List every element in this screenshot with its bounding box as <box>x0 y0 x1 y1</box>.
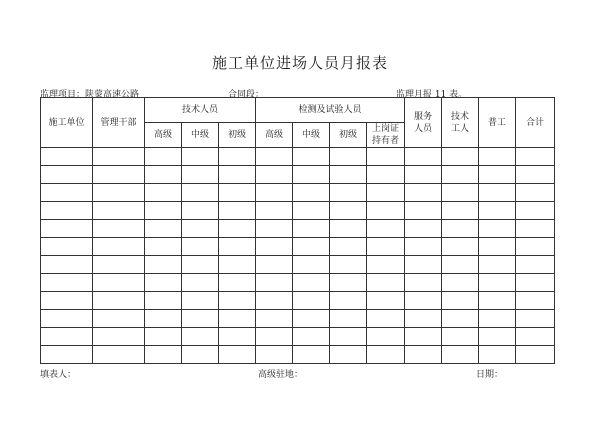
table-cell <box>182 328 219 346</box>
table-cell <box>182 184 219 202</box>
page-title: 施工单位进场人员月报表 <box>211 54 388 72</box>
table-cell <box>182 310 219 328</box>
table-cell <box>442 256 479 274</box>
table-cell <box>219 292 256 310</box>
table-row <box>41 274 555 292</box>
table-cell <box>145 148 182 166</box>
project-label: 监理项目：陕蒙高速公路 <box>40 90 140 100</box>
table-cell <box>182 238 219 256</box>
table-cell <box>516 184 555 202</box>
table-cell <box>293 310 330 328</box>
table-cell <box>93 184 145 202</box>
table-cell <box>405 256 442 274</box>
table-cell <box>219 274 256 292</box>
table-cell <box>256 148 293 166</box>
table-cell <box>41 328 93 346</box>
table-cell <box>479 166 516 184</box>
table-cell <box>479 148 516 166</box>
table-cell <box>219 166 256 184</box>
table-cell <box>93 220 145 238</box>
table-cell <box>405 238 442 256</box>
table-cell <box>145 310 182 328</box>
table-cell <box>330 328 367 346</box>
table-cell <box>442 310 479 328</box>
table-cell <box>256 238 293 256</box>
col-header-cert-holder <box>367 123 405 148</box>
table-cell <box>479 184 516 202</box>
table-cell <box>367 346 405 364</box>
header-row-1 <box>41 98 555 123</box>
table-cell <box>330 148 367 166</box>
table-row <box>41 238 555 256</box>
table-row <box>41 256 555 274</box>
table-cell <box>41 184 93 202</box>
table-cell <box>442 220 479 238</box>
col-header-tech-group: 技术人员 <box>145 98 256 123</box>
table-cell <box>219 148 256 166</box>
table-cell <box>145 220 182 238</box>
table-cell <box>367 220 405 238</box>
supervisor-station-label: 高级驻地： <box>258 370 304 380</box>
table-cell <box>442 346 479 364</box>
table-cell <box>41 148 93 166</box>
contract-section-label: 合同段： <box>228 90 265 100</box>
table-cell <box>367 166 405 184</box>
table-cell <box>182 256 219 274</box>
table-cell <box>293 238 330 256</box>
table-cell <box>516 238 555 256</box>
table-cell <box>93 292 145 310</box>
table-row <box>41 292 555 310</box>
table-cell <box>219 310 256 328</box>
table-cell <box>516 202 555 220</box>
table-cell <box>293 328 330 346</box>
table-cell <box>516 256 555 274</box>
col-header-test-junior: 初级 <box>330 123 367 148</box>
filler-label: 填表人： <box>40 370 77 380</box>
table-cell <box>442 148 479 166</box>
table-cell <box>367 256 405 274</box>
table-cell <box>219 238 256 256</box>
table-cell <box>293 148 330 166</box>
table-cell <box>367 184 405 202</box>
table-cell <box>405 166 442 184</box>
table-cell <box>41 220 93 238</box>
col-header-tech-junior: 初级 <box>219 123 256 148</box>
table-cell <box>256 202 293 220</box>
table-cell <box>330 292 367 310</box>
table-cell <box>367 202 405 220</box>
table-cell <box>367 328 405 346</box>
table-cell <box>41 346 93 364</box>
table-cell <box>256 274 293 292</box>
table-cell <box>479 220 516 238</box>
table-cell <box>442 202 479 220</box>
table-cell <box>256 256 293 274</box>
table-cell <box>256 292 293 310</box>
table-row <box>41 148 555 166</box>
table-cell <box>516 328 555 346</box>
col-header-service <box>405 98 442 148</box>
table-cell <box>479 328 516 346</box>
table-cell <box>405 346 442 364</box>
table-cell <box>182 346 219 364</box>
table-cell <box>442 238 479 256</box>
col-header-service-line1: 服务 <box>414 111 433 122</box>
table-cell <box>93 166 145 184</box>
col-header-service-line2: 人员 <box>414 123 433 134</box>
table-cell <box>256 166 293 184</box>
table-cell <box>405 220 442 238</box>
table-cell <box>219 184 256 202</box>
table-cell <box>367 274 405 292</box>
table-cell <box>145 184 182 202</box>
table-cell <box>516 166 555 184</box>
table-cell <box>293 166 330 184</box>
date-label: 日期： <box>476 370 504 380</box>
table-cell <box>442 166 479 184</box>
table-cell <box>145 256 182 274</box>
table-cell <box>330 166 367 184</box>
table-cell <box>182 148 219 166</box>
table-cell <box>442 184 479 202</box>
table-cell <box>516 292 555 310</box>
table-body <box>41 148 555 364</box>
table-cell <box>367 310 405 328</box>
table-cell <box>256 184 293 202</box>
table-cell <box>293 346 330 364</box>
table-row <box>41 328 555 346</box>
table-cell <box>405 184 442 202</box>
table-cell <box>93 202 145 220</box>
col-header-cert-line1: 上岗证 <box>372 124 400 134</box>
table-cell <box>293 202 330 220</box>
col-header-skilled-line1: 技术 <box>451 111 470 122</box>
table-cell <box>145 346 182 364</box>
table-cell <box>145 202 182 220</box>
col-header-test-group: 检测及试验人员 <box>256 98 405 123</box>
table-cell <box>256 346 293 364</box>
table-cell <box>330 274 367 292</box>
table-cell <box>93 274 145 292</box>
table-cell <box>405 148 442 166</box>
table-cell <box>145 292 182 310</box>
table-cell <box>219 220 256 238</box>
staff-report-table <box>40 97 555 364</box>
table-cell <box>405 202 442 220</box>
table-cell <box>405 274 442 292</box>
table-cell <box>219 256 256 274</box>
col-header-tech-mid: 中级 <box>182 123 219 148</box>
col-header-unit: 施工单位 <box>41 98 93 148</box>
table-cell <box>330 256 367 274</box>
table-cell <box>93 328 145 346</box>
table-cell <box>442 292 479 310</box>
table-cell <box>479 292 516 310</box>
table-cell <box>256 310 293 328</box>
col-header-test-mid: 中级 <box>293 123 330 148</box>
table-cell <box>219 346 256 364</box>
table-cell <box>93 310 145 328</box>
col-header-test-senior: 高级 <box>256 123 293 148</box>
table-cell <box>516 346 555 364</box>
table-cell <box>367 148 405 166</box>
table-cell <box>93 238 145 256</box>
table-row <box>41 220 555 238</box>
table-cell <box>367 238 405 256</box>
table-cell <box>405 292 442 310</box>
table-cell <box>479 274 516 292</box>
table-cell <box>293 274 330 292</box>
table-cell <box>145 166 182 184</box>
table-cell <box>182 166 219 184</box>
col-header-skilled-line2: 工人 <box>451 123 470 134</box>
table-row <box>41 202 555 220</box>
table-cell <box>256 328 293 346</box>
table-cell <box>516 274 555 292</box>
table-cell <box>516 220 555 238</box>
table-cell <box>41 274 93 292</box>
table-cell <box>41 256 93 274</box>
table-cell <box>442 274 479 292</box>
table-cell <box>219 328 256 346</box>
table-cell <box>293 220 330 238</box>
table-cell <box>516 310 555 328</box>
col-header-cert-line2: 持有者 <box>372 136 400 146</box>
table-cell <box>330 310 367 328</box>
table-cell <box>367 292 405 310</box>
table-cell <box>330 238 367 256</box>
col-header-tech-senior: 高级 <box>145 123 182 148</box>
table-cell <box>405 310 442 328</box>
table-cell <box>182 220 219 238</box>
table-cell <box>41 292 93 310</box>
table-cell <box>479 256 516 274</box>
table-cell <box>145 328 182 346</box>
table-cell <box>479 202 516 220</box>
table-cell <box>145 274 182 292</box>
table-cell <box>219 202 256 220</box>
table-cell <box>293 292 330 310</box>
table-cell <box>330 184 367 202</box>
col-header-skilled <box>442 98 479 148</box>
table-cell <box>93 256 145 274</box>
table-cell <box>41 166 93 184</box>
table-row <box>41 184 555 202</box>
table-row <box>41 310 555 328</box>
table-cell <box>41 310 93 328</box>
col-header-total: 合计 <box>516 98 555 148</box>
table-cell <box>93 346 145 364</box>
table-cell <box>330 220 367 238</box>
table-cell <box>256 220 293 238</box>
table-row <box>41 346 555 364</box>
table-cell <box>479 238 516 256</box>
table-cell <box>479 346 516 364</box>
col-header-general: 普工 <box>479 98 516 148</box>
table-cell <box>405 328 442 346</box>
table-cell <box>93 148 145 166</box>
table-cell <box>145 238 182 256</box>
table-cell <box>293 256 330 274</box>
table-cell <box>41 202 93 220</box>
table-cell <box>516 148 555 166</box>
table-cell <box>330 202 367 220</box>
table-cell <box>330 346 367 364</box>
table-cell <box>182 202 219 220</box>
col-header-management: 管理干部 <box>93 98 145 148</box>
table-cell <box>41 238 93 256</box>
table-row <box>41 166 555 184</box>
table-cell <box>182 292 219 310</box>
table-cell <box>293 184 330 202</box>
table-cell <box>182 274 219 292</box>
report-number-label: 监理月报 11 表。 <box>396 90 468 100</box>
table-cell <box>479 310 516 328</box>
table-cell <box>442 328 479 346</box>
